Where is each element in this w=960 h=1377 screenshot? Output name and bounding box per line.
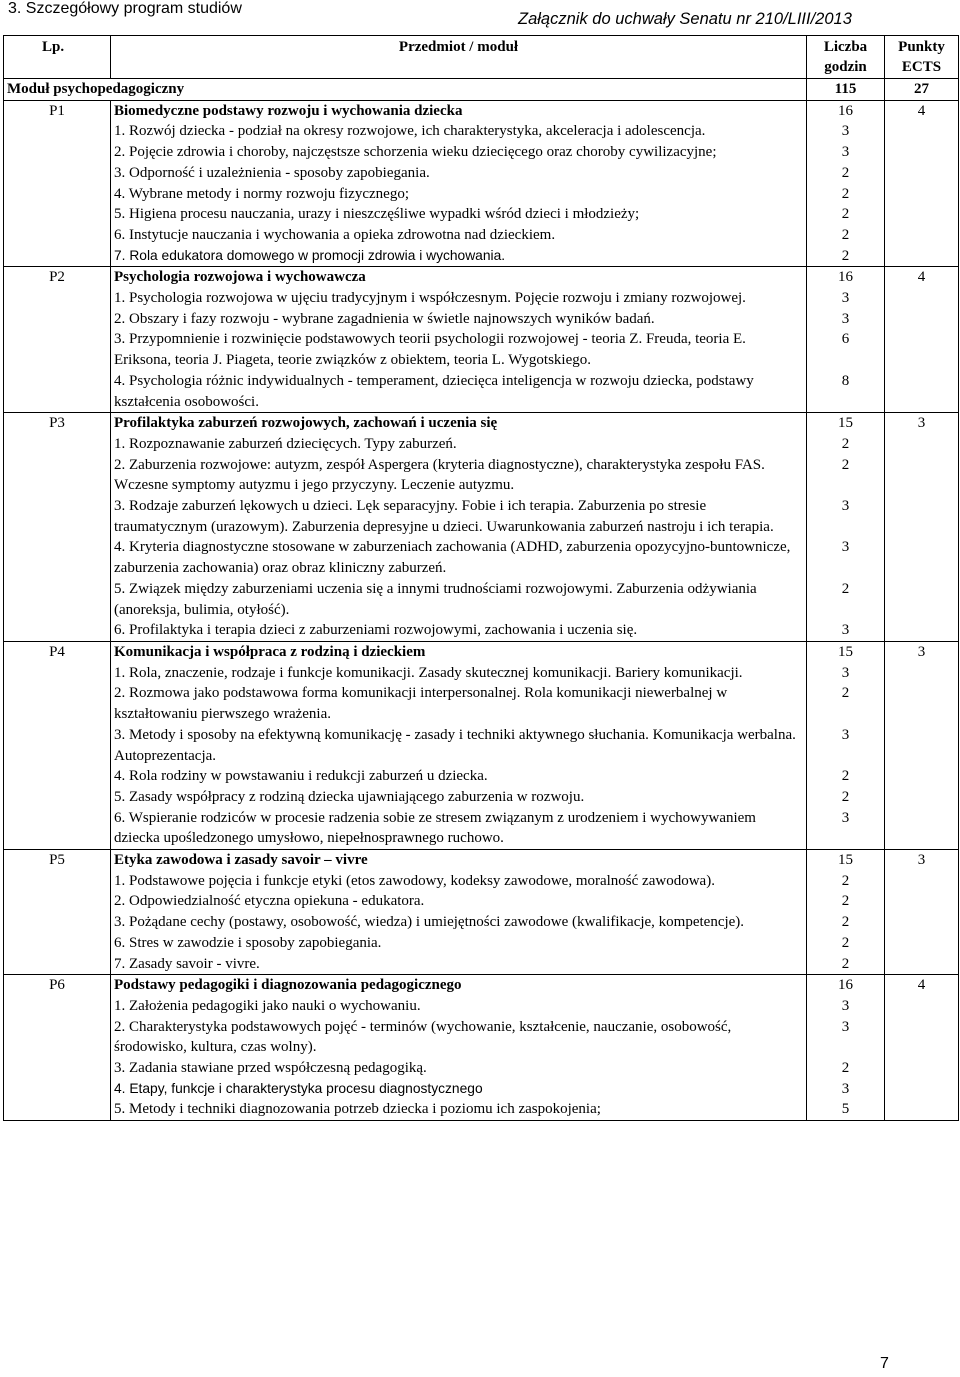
topic-hours: 3: [841, 622, 850, 639]
topic-hours: 2: [841, 768, 850, 785]
topic-item: 5. Zasady współpracy z rodziną dziecka ujawniającego zaburzenia w rozwoju.: [114, 788, 585, 805]
module-name: Moduł psychopedagogiczny: [4, 79, 807, 101]
topic-item: 3. Zadania stawiane przed współczesną pedagogiką.: [114, 1060, 427, 1077]
topic-item: 2. Pojęcie zdrowia i choroby, najczęstsze schorzenia wieku dziecięcego oraz choroby cywilizacyjne;: [114, 144, 717, 161]
row-ects: 3: [885, 413, 959, 642]
row-hours: [807, 641, 885, 849]
topic-item: 6. Instytucje nauczania i wychowania a opieka zdrowotna nad dzieckiem.: [114, 226, 556, 243]
module-row: [4, 79, 959, 101]
header-hours: Liczba godzin: [807, 36, 885, 79]
topic-item: 1. Założenia pedagogiki jako nauki o wychowaniu.: [114, 997, 421, 1014]
row-hours: [807, 267, 885, 413]
topic-item: 2. Rozmowa jako podstawowa forma komunikacji interpersonalnej. Rola komunikacji niewerbalnej w kształtowaniu pierwszego wrażenia.: [114, 685, 728, 723]
row-subject: [111, 100, 807, 267]
topic-hours: 2: [841, 872, 850, 889]
row-subject: [111, 413, 807, 642]
topic-item: 4. Wybrane metody i normy rozwoju fizycznego;: [114, 185, 409, 202]
topic-item: 4. Etapy, funkcje i charakterystyka procesu diagnostycznego: [114, 1080, 483, 1096]
topic-hours: 3: [841, 123, 850, 140]
topic-item: 4. Rola rodziny w powstawaniu i redukcji zaburzeń u dziecka.: [114, 768, 488, 785]
subject-hours: 16: [838, 102, 853, 119]
row-lp: P1: [4, 100, 111, 267]
topic-hours: 3: [841, 144, 850, 161]
subject-hours: 16: [838, 269, 853, 286]
row-hours: [807, 975, 885, 1121]
table-row: [4, 850, 959, 975]
topic-hours: 2: [841, 934, 850, 951]
topic-hours: 2: [841, 435, 850, 452]
topic-hours: 2: [841, 206, 850, 223]
topic-hours: 2: [841, 893, 850, 910]
topic-hours: 2: [841, 185, 850, 202]
topic-hours: 2: [841, 685, 850, 702]
table-row: [4, 975, 959, 1121]
subject-title: Podstawy pedagogiki i diagnozowania pedagogicznego: [114, 977, 462, 994]
header-ects: Punkty ECTS: [885, 36, 959, 79]
row-lp: P3: [4, 413, 111, 642]
header-subject: Przedmiot / moduł: [111, 36, 807, 79]
subject-title: Profilaktyka zaburzeń rozwojowych, zachowań i uczenia się: [114, 415, 498, 432]
topic-hours: 2: [841, 580, 850, 597]
topic-item: 6. Wspieranie rodziców w procesie radzenia sobie ze stresem związanym z urodzeniem i wychowywaniem dziecka upośledzonego umysłowo, niepełnosprawnego ruchowo.: [114, 809, 756, 847]
row-ects: 4: [885, 267, 959, 413]
row-lp: P5: [4, 850, 111, 975]
topic-item: 1. Rozpoznawanie zaburzeń dziecięcych. Typy zaburzeń.: [114, 435, 457, 452]
row-subject: [111, 975, 807, 1121]
table-row: [4, 267, 959, 413]
subject-title: Etyka zawodowa i zasady savoir – vivre: [114, 852, 368, 869]
topic-item: 3. Rodzaje zaburzeń lękowych u dzieci. Lęk separacyjny. Fobie i ich terapia. Zaburzenia po stresie traumatycznym (urazowym). Zaburzenia depresyjne u dzieci. Uwarunkowania zaburzeń nastroju i ich terapia.: [114, 498, 774, 535]
topic-item: 5. Higiena procesu nauczania, urazy i nieszczęśliwe wypadki wśród dzieci i młodzieży;: [114, 206, 640, 223]
topic-item: 5. Związek między zaburzeniami uczenia się a innymi trudnościami rozwojowymi. Zaburzenia odżywiania (anoreksja, bulimia, otyłość).: [114, 580, 757, 618]
row-ects: 4: [885, 975, 959, 1121]
topic-item: 1. Rola, znaczenie, rodzaje i funkcje komunikacji. Zasady skutecznej komunikacji. Bariery komunikacji.: [114, 664, 743, 681]
topic-hours: 2: [841, 788, 850, 805]
subject-title: Psychologia rozwojowa i wychowawcza: [114, 269, 366, 286]
topic-hours: 3: [841, 726, 850, 743]
topic-item: 3. Metody i sposoby na efektywną komunikację - zasady i techniki aktywnego słuchania. Komunikacja werbalna. Autoprezentacja.: [114, 726, 796, 764]
topic-item: 2. Obszary i fazy rozwoju - wybrane zagadnienia w świetle najnowszych wyników badań.: [114, 310, 655, 327]
topic-item: 2. Zaburzenia rozwojowe: autyzm, zespół Aspergera (kryteria diagnostyczne), charakterystyka zespołu FAS. Wczesne symptomy autyzmu i jego przyczyny. Leczenie autyzmu.: [114, 456, 765, 494]
topic-hours: 3: [841, 809, 850, 826]
topic-item: 4. Kryteria diagnostyczne stosowane w zaburzeniach zachowania (ADHD, zaburzenia opozycyjno-buntownicze, zaburzenia zachowania) oraz obraz kliniczny zaburzeń.: [114, 539, 791, 577]
table-row: [4, 100, 959, 267]
row-ects: 3: [885, 850, 959, 975]
topic-hours: 3: [841, 310, 850, 327]
row-lp: P2: [4, 267, 111, 413]
subject-title: Komunikacja i współpraca z rodziną i dzieckiem: [114, 643, 426, 660]
topic-hours: 2: [841, 1060, 850, 1077]
topic-hours: 2: [841, 914, 850, 931]
row-hours: [807, 850, 885, 975]
row-subject: [111, 641, 807, 849]
topic-hours: 2: [841, 456, 850, 473]
curriculum-table: [3, 35, 959, 1121]
row-hours: [807, 100, 885, 267]
topic-item: 1. Psychologia rozwojowa w ujęciu tradycyjnym i współczesnym. Pojęcie rozwoju i zmiany rozwojowej.: [114, 290, 746, 307]
topic-hours: 2: [841, 247, 850, 264]
topic-item: 6. Profilaktyka i terapia dzieci z zaburzeniami rozwojowymi, zachowania i uczenia się.: [114, 622, 638, 639]
table-row: [4, 413, 959, 642]
topic-item: 1. Podstawowe pojęcia i funkcje etyki (etos zawodowy, kodeksy zawodowe, moralność zawodowa).: [114, 872, 715, 889]
topic-hours: 3: [841, 290, 850, 307]
topic-item: 7. Zasady savoir - vivre.: [114, 955, 260, 972]
row-hours: [807, 413, 885, 642]
subject-hours: 15: [838, 415, 853, 432]
table-header-row: [4, 36, 959, 79]
row-lp: P4: [4, 641, 111, 849]
topic-hours: 3: [841, 1018, 850, 1035]
topic-item: 3. Pożądane cechy (postawy, osobowość, wiedza) i umiejętności zawodowe (kwalifikacje, kompetencje).: [114, 914, 745, 931]
row-ects: 4: [885, 100, 959, 267]
topic-hours: 5: [841, 1101, 850, 1118]
module-ects: 27: [885, 79, 959, 101]
topic-item: 5. Metody i techniki diagnozowania potrzeb dziecka i poziomu ich zaspokojenia;: [114, 1101, 601, 1118]
annex-note: Załącznik do uchwały Senatu nr 210/LIII/2013: [518, 10, 852, 28]
topic-hours: 6: [841, 331, 850, 348]
page-number: 7: [880, 1355, 889, 1372]
row-lp: P6: [4, 975, 111, 1121]
topic-hours: 2: [841, 955, 850, 972]
topic-item: 1. Rozwój dziecka - podział na okresy rozwojowe, ich charakterystyka, akceleracja i adolescencja.: [114, 123, 706, 140]
section-heading: 3. Szczegółowy program studiów: [8, 0, 242, 17]
topic-item: 2. Charakterystyka podstawowych pojęć - terminów (wychowanie, kształcenie, nauczanie, osobowość, środowisko, kultura, czas wolny).: [114, 1018, 732, 1056]
table-row: [4, 641, 959, 849]
topic-item: 6. Stres w zawodzie i sposoby zapobiegania.: [114, 934, 382, 951]
topic-item: 3. Przypomnienie i rozwinięcie podstawowych teorii psychologii rozwojowej - teoria Z. Freuda, teoria E. Eriksona, teoria J. Piageta, teorie związków z obiektem, teoria L. Wygotskiego.: [114, 331, 746, 369]
topic-item: 3. Odporność i uzależnienia - sposoby zapobiegania.: [114, 164, 430, 181]
topic-hours: 3: [841, 664, 850, 681]
topic-hours: 3: [841, 997, 850, 1014]
topic-item: 7. Rola edukatora domowego w promocji zdrowia i wychowania.: [114, 247, 506, 263]
row-subject: [111, 267, 807, 413]
row-subject: [111, 850, 807, 975]
topic-hours: 3: [841, 539, 850, 556]
subject-hours: 15: [838, 852, 853, 869]
topic-hours: 3: [841, 498, 850, 515]
subject-title: Biomedyczne podstawy rozwoju i wychowania dziecka: [114, 102, 463, 119]
topic-item: 4. Psychologia różnic indywidualnych - temperament, dziecięca inteligencja w rozwoju dziecka, podstawy kształcenia osobowości.: [114, 372, 754, 410]
topic-hours: 8: [841, 372, 850, 389]
topic-item: 2. Odpowiedzialność etyczna opiekuna - edukatora.: [114, 893, 425, 910]
header-lp: Lp.: [4, 36, 111, 79]
topic-hours: 3: [841, 1080, 850, 1097]
subject-hours: 16: [838, 977, 853, 994]
row-ects: 3: [885, 641, 959, 849]
topic-hours: 2: [841, 226, 850, 243]
module-hours: 115: [807, 79, 885, 101]
topic-hours: 2: [841, 164, 850, 181]
subject-hours: 15: [838, 643, 853, 660]
